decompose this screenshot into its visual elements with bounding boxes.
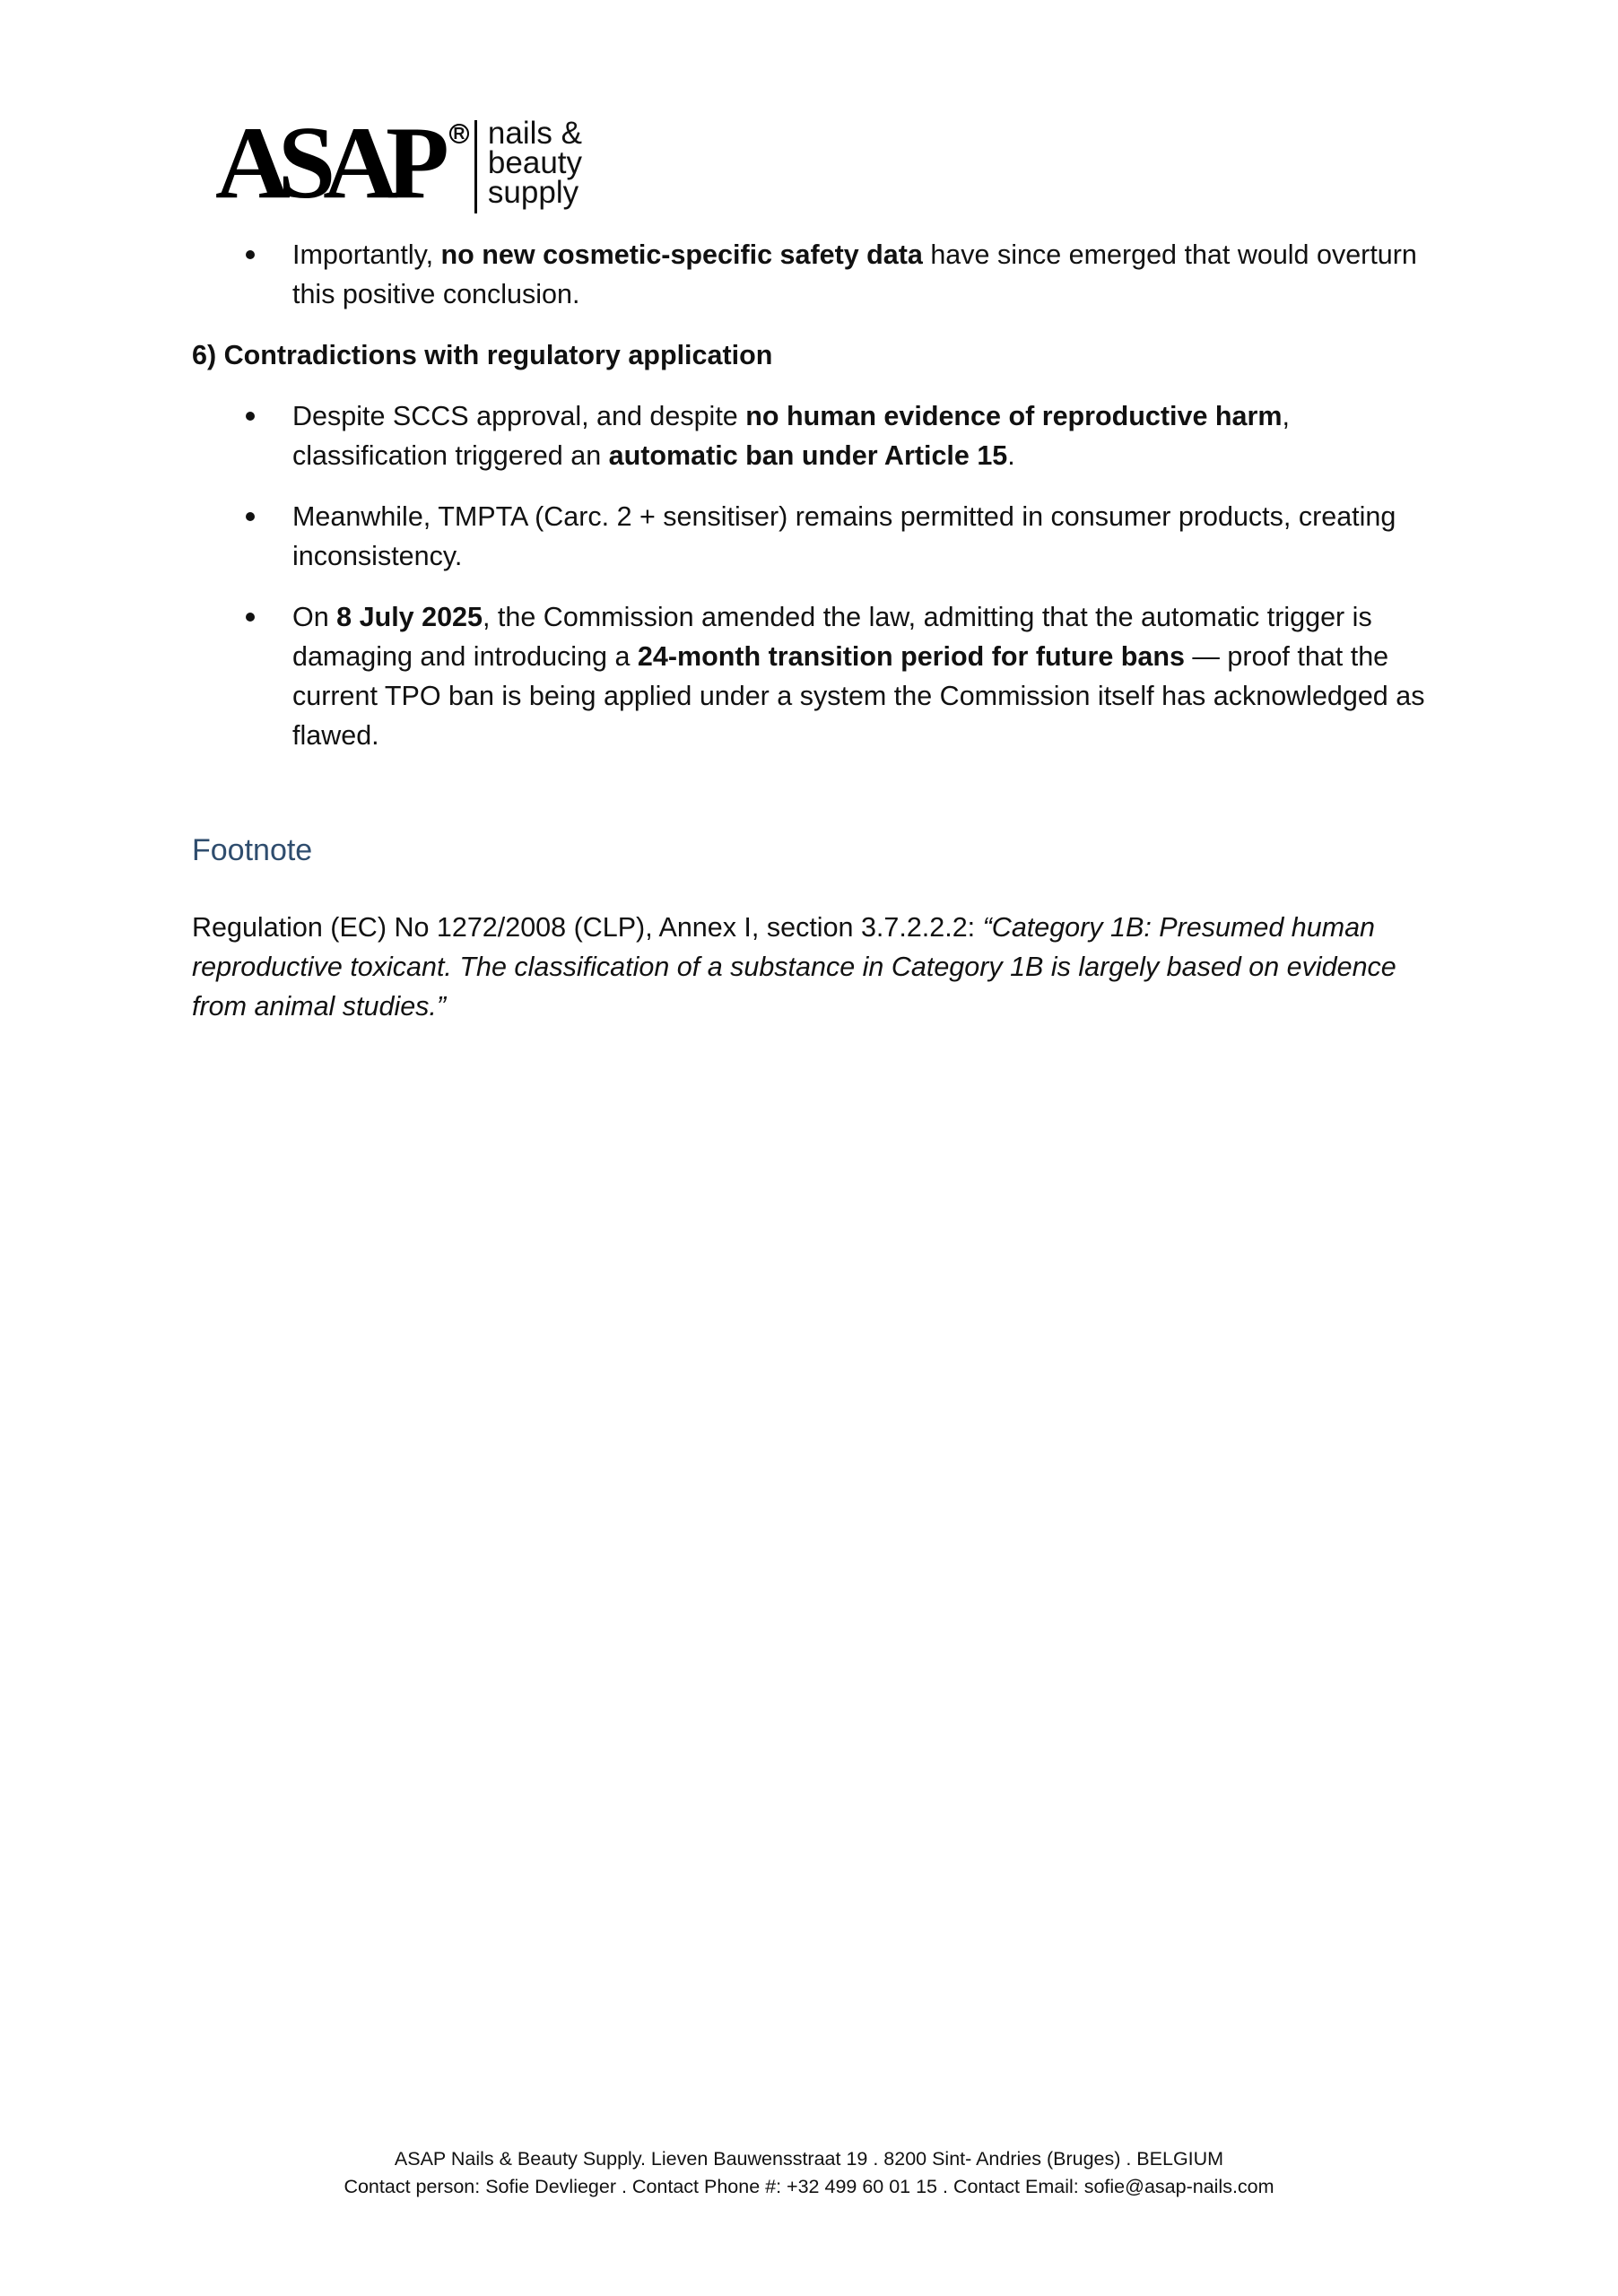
- list-item-text: On 8 July 2025, the Commission amended the law, admitting that the automatic trigger is damaging and introducing a 24-month transition period for future bans — proof that the current TPO ban is being applied under a system the Commission itself has acknowledged as flawed.: [292, 602, 1425, 751]
- list-item-text: Importantly, no new cosmetic-specific safety data have since emerged that would overturn this positive conclusion.: [292, 239, 1417, 309]
- list-item: [192, 497, 1426, 576]
- list-item-text: Despite SCCS approval, and despite no human evidence of reproductive harm, classification triggered an automatic ban under Article 15.: [292, 401, 1290, 471]
- logo-tagline: [487, 116, 583, 210]
- list-item: [192, 235, 1426, 314]
- logo-tagline-line: nails &: [487, 116, 582, 151]
- section-heading: 6) Contradictions with regulatory application: [192, 340, 773, 370]
- bullet-icon: [246, 250, 255, 259]
- registered-trademark-icon: R: [449, 124, 469, 144]
- list-item: [192, 597, 1426, 755]
- bullet-list-top: [192, 235, 1426, 314]
- bullet-icon: [246, 613, 255, 622]
- footnote-text: Regulation (EC) No 1272/2008 (CLP), Annex I, section 3.7.2.2.2: “Category 1B: Presumed human reproductive toxicant. The classification of a substance in Category 1B is largely based on evidence from animal studies.”: [192, 912, 1396, 1022]
- company-logo: [215, 106, 583, 221]
- document-body: [192, 235, 1426, 1026]
- footer-contact: Contact person: Sofie Devlieger . Contact Phone #: +32 499 60 01 15 . Contact Email: sofie@asap-nails.com: [344, 2176, 1274, 2197]
- logo-divider: [474, 120, 477, 213]
- list-item-text: Meanwhile, TMPTA (Carc. 2 + sensitiser) remains permitted in consumer products, creating inconsistency.: [292, 501, 1396, 571]
- logo-tagline-line: supply: [487, 175, 579, 210]
- bullet-icon: [246, 412, 255, 421]
- bullet-list-section6: [192, 396, 1426, 755]
- logo-wordmark: ASAP: [215, 106, 437, 221]
- page-footer: [0, 2145, 1618, 2201]
- bullet-icon: [246, 512, 255, 521]
- footer-address: ASAP Nails & Beauty Supply. Lieven Bauwensstraat 19 . 8200 Sint- Andries (Bruges) . BELGIUM: [394, 2148, 1224, 2170]
- logo-tagline-line: beauty: [487, 145, 583, 180]
- footnote-heading: Footnote: [192, 833, 313, 867]
- list-item: [192, 396, 1426, 475]
